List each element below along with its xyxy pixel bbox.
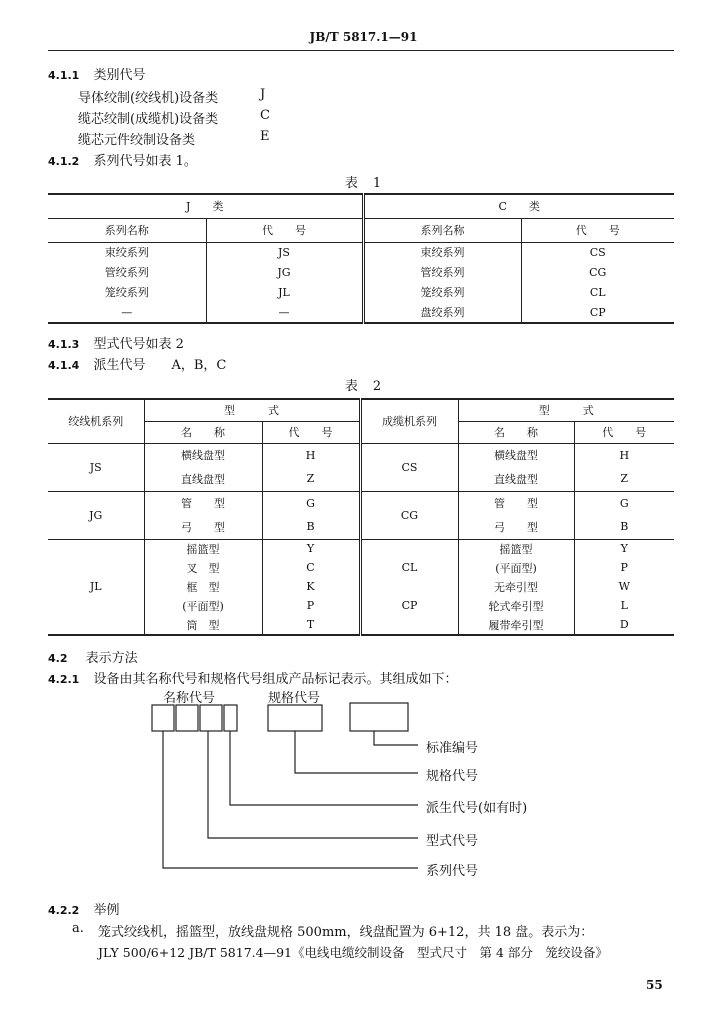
name-code-label: 名称代号 — [163, 691, 216, 706]
table-1-col-header: 代 号 — [521, 218, 674, 242]
table-1-cell: 束绞系列 — [104, 246, 149, 260]
section-number: 4.1.3 — [48, 338, 80, 351]
derived-code-box-2 — [224, 705, 237, 731]
table-2-cell: (平面型) — [458, 558, 574, 577]
table-2-header: 成缆机系列 — [360, 399, 458, 443]
table-1-cell: CS — [521, 242, 674, 262]
section-text: 设备由其名称代号和规格代号组成产品标记表示。其组成如下： — [93, 672, 458, 687]
page-number: 55 — [646, 978, 663, 992]
table-2-cell: 横线盘型 — [458, 443, 574, 467]
section-text: 举例 — [93, 903, 120, 918]
table-1-cell: 管绞系列 — [363, 262, 521, 282]
table-2-cell: 轮式牵引型 — [458, 596, 574, 615]
section-text: 系列代号如表 1。 — [93, 154, 197, 169]
leader-label: 规格代号 — [426, 769, 479, 784]
table-2-cell: 横线盘型 — [144, 443, 262, 467]
table-2-cell: D — [574, 615, 674, 635]
section-text: 型式代号如表 2 — [93, 337, 184, 352]
table-1-cell: JS — [206, 242, 363, 262]
table-1-cell: 笼绞系列 — [104, 286, 149, 299]
leader-type-code — [208, 731, 418, 838]
table-1-col-header: 系列名称 — [48, 218, 206, 242]
section-number: 4.1.2 — [48, 155, 80, 168]
table-1-cell: — — [48, 302, 206, 323]
series-code-box — [152, 705, 174, 731]
leader-label: 系列代号 — [426, 864, 479, 879]
table-1-cell: CP — [521, 302, 674, 323]
section-number: 4.2.1 — [48, 673, 80, 686]
table-2-cell: G — [262, 491, 360, 515]
leader-standard-number — [374, 731, 418, 745]
example-line: 笼式绞线机，摇篮型，放线盘规格 500mm，线盘配置为 6+12，共 18 盘。表示为： — [98, 925, 594, 940]
table-2-cell: 管 型 — [144, 491, 262, 515]
section-text: 派生代号 A，B，C — [93, 358, 227, 373]
table-2-cell: H — [574, 443, 674, 467]
table-1-group-header: C 类 — [363, 194, 674, 218]
table-2-cell: L — [574, 596, 674, 615]
table-1-cell: JL — [206, 282, 363, 302]
leader-label: 派生代号(如有时) — [426, 801, 528, 816]
category-code: J — [260, 87, 266, 102]
table-2-cell: B — [262, 515, 360, 539]
table-2-header: 代 号 — [574, 421, 674, 443]
table-2-header: 名 称 — [144, 421, 262, 443]
leader-label: 标准编号 — [426, 741, 479, 756]
section-number: 4.1.4 — [48, 359, 80, 372]
table-1-cell: — — [206, 302, 363, 323]
leader-label: 型式代号 — [426, 834, 479, 849]
table-1-col-header: 系列名称 — [363, 218, 521, 242]
table-2-cell: C — [262, 558, 360, 577]
section-text: 表示方法 — [85, 651, 138, 666]
table-2-cell: 弓 型 — [458, 515, 574, 539]
category-label: 导体绞制(绞线机)设备类 — [78, 91, 219, 106]
table-2-cell: Z — [574, 467, 674, 491]
leader-derived-code — [230, 731, 418, 805]
spec-code-box — [268, 705, 322, 731]
spec-code-label: 规格代号 — [268, 691, 321, 706]
table-2-cell: 无牵引型 — [458, 577, 574, 596]
table-2-cell: 直线盘型 — [144, 467, 262, 491]
table-2-cell: 筒 型 — [144, 615, 262, 635]
table-2-series: JL — [48, 539, 144, 635]
table-2-cell: 弓 型 — [144, 515, 262, 539]
category-label: 缆芯绞制(成缆机)设备类 — [78, 112, 219, 127]
category-code: E — [260, 129, 270, 144]
table-2-series: JS — [48, 443, 144, 491]
table-2-title: 表 2 — [344, 379, 383, 394]
table-2-header: 型 式 — [144, 399, 360, 421]
table-2-cell: G — [574, 491, 674, 515]
derived-code-box — [200, 705, 222, 731]
table-2-header: 型 式 — [458, 399, 674, 421]
example-designation: JLY 500/6+12 JB/T 5817.4—91《电线电缆绞制设备 型式尺寸 第 4 部分 笼绞设备》 — [98, 945, 608, 960]
leader-series-code — [163, 731, 418, 868]
standard-number-box — [350, 703, 408, 731]
table-2-cell: 直线盘型 — [458, 467, 574, 491]
table-2-cell: Z — [262, 467, 360, 491]
table-2-series: CP — [360, 596, 458, 615]
table-1-col-header: 代 号 — [206, 218, 363, 242]
table-2-cell: 履带牵引型 — [458, 615, 574, 635]
table-2-cell: Y — [574, 539, 674, 558]
section-number: 4.1.1 — [48, 69, 80, 82]
table-2-header: 绞线机系列 — [48, 399, 144, 443]
category-code: C — [260, 108, 270, 123]
table-2-cell: H — [262, 443, 360, 467]
table-2-cell: W — [574, 577, 674, 596]
table-1-cell: CG — [521, 262, 674, 282]
table-2-header: 代 号 — [262, 421, 360, 443]
table-2-cell: 管 型 — [458, 491, 574, 515]
section-4-2-2 — [48, 899, 119, 918]
table-2-cell: (平面型) — [144, 596, 262, 615]
table-2-cell: 摇篮型 — [458, 539, 574, 558]
table-2-cell: P — [574, 558, 674, 577]
table-2-cell: P — [262, 596, 360, 615]
table-2-cell: T — [262, 615, 360, 635]
table-2-cell: 叉 型 — [144, 558, 262, 577]
leader-spec-code — [295, 731, 418, 773]
table-2-series: CS — [360, 443, 458, 491]
table-2-cell: B — [574, 515, 674, 539]
example-marker: a. — [72, 921, 84, 936]
section-title: 类别代号 — [93, 68, 146, 83]
table-1-group-header: J 类 — [48, 194, 363, 218]
table-2-series: JG — [48, 491, 144, 539]
table-2-cell: 框 型 — [144, 577, 262, 596]
section-number: 4.2 — [48, 652, 68, 665]
table-1-cell: 盘绞系列 — [363, 302, 521, 323]
type-code-box — [176, 705, 198, 731]
table-2-series: CL — [360, 558, 458, 577]
table-1-cell: 笼绞系列 — [363, 282, 521, 302]
table-1-cell: 管绞系列 — [104, 266, 149, 279]
table-1-cell: CL — [521, 282, 674, 302]
table-2-cell: 摇篮型 — [144, 539, 262, 558]
table-2-series: CG — [360, 491, 458, 539]
table-1-title: 表 1 — [344, 176, 383, 191]
table-1-cell: 束绞系列 — [363, 242, 521, 262]
table-1-cell: JG — [206, 262, 363, 282]
table-2-header: 名 称 — [458, 421, 574, 443]
category-label: 缆芯元件绞制设备类 — [78, 133, 196, 148]
table-2-cell: Y — [262, 539, 360, 558]
table-2-cell: K — [262, 577, 360, 596]
document-header: JB/T 5817.1—91 — [309, 30, 418, 44]
section-number: 4.2.2 — [48, 904, 80, 917]
